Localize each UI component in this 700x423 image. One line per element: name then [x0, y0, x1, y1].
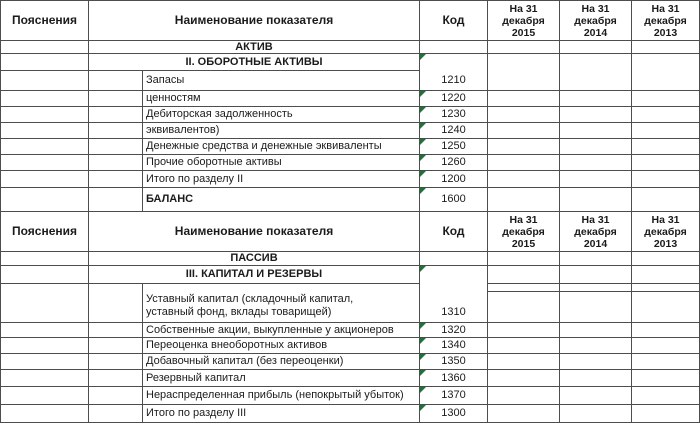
- explanations-cell[interactable]: [1, 139, 88, 154]
- explanations-cell[interactable]: [1, 155, 88, 170]
- value-cell-2013[interactable]: [632, 155, 699, 170]
- explanations-cell[interactable]: [1, 107, 88, 122]
- value-cell-2013[interactable]: [632, 338, 699, 353]
- value-cell-2014[interactable]: [560, 41, 631, 53]
- explanations-cell[interactable]: [1, 323, 88, 337]
- value-cell-2014[interactable]: [560, 155, 631, 170]
- section-title-passiv-cell[interactable]: ПАССИВ: [89, 252, 419, 265]
- indent-cell[interactable]: [89, 155, 142, 170]
- explanations-cell[interactable]: [1, 41, 88, 53]
- row-label-ekvivalentov[interactable]: эквивалентов): [143, 123, 419, 138]
- code-cell-1240[interactable]: 1240: [420, 123, 487, 138]
- explanations-cell[interactable]: [1, 405, 88, 422]
- code-cell-1340[interactable]: 1340: [420, 338, 487, 353]
- indent-cell[interactable]: [89, 354, 142, 369]
- value-cell-2014[interactable]: [560, 91, 631, 106]
- explanations-cell[interactable]: [1, 338, 88, 353]
- indent-cell[interactable]: [89, 123, 142, 138]
- value-cell-2014[interactable]: [560, 54, 631, 90]
- value-cell-2013[interactable]: [632, 41, 699, 53]
- code-cell[interactable]: [420, 252, 487, 265]
- value-cell-2013[interactable]: [632, 292, 699, 322]
- value-cell-2015[interactable]: [488, 188, 559, 211]
- row-label-neraspredelennaya[interactable]: Нераспределенная прибыль (непокрытый убыток): [143, 387, 419, 404]
- code-cell-1260[interactable]: 1260: [420, 155, 487, 170]
- section-subtitle-kapital-cell[interactable]: III. КАПИТАЛ И РЕЗЕРВЫ: [89, 266, 419, 283]
- value-cell-2014[interactable]: [560, 266, 631, 283]
- row-label-pereocenka[interactable]: Переоценка внеоборотных активов: [143, 338, 419, 353]
- value-cell-2013[interactable]: [632, 323, 699, 337]
- explanations-cell[interactable]: [1, 387, 88, 404]
- row-label-prochie[interactable]: Прочие оборотные активы: [143, 155, 419, 170]
- row-label-ustavny-text: Уставный капитал (складочный капитал, уставный фонд, вклады товарищей): [146, 293, 354, 318]
- code-cell-1350[interactable]: 1350: [420, 354, 487, 369]
- indent-cell[interactable]: [89, 284, 142, 322]
- value-cell-2013[interactable]: [632, 188, 699, 211]
- indent-cell[interactable]: [89, 71, 142, 90]
- indent-cell[interactable]: [89, 387, 142, 404]
- value-cell-2015[interactable]: [488, 405, 559, 422]
- header-explanations-cell[interactable]: Пояснения: [1, 1, 88, 40]
- value-cell-2014[interactable]: [560, 323, 631, 337]
- indent-cell[interactable]: [89, 188, 142, 211]
- header-code-cell[interactable]: Код: [420, 1, 487, 40]
- header2-date-2013-cell[interactable]: На 31 декабря 2013: [632, 212, 699, 251]
- value-cell-2014[interactable]: [560, 252, 631, 265]
- indent-cell[interactable]: [89, 139, 142, 154]
- value-cell-2014[interactable]: [560, 284, 631, 291]
- value-cell-2013[interactable]: [632, 107, 699, 122]
- value-cell-2015[interactable]: [488, 252, 559, 265]
- row-label-zapasy[interactable]: Запасы: [143, 71, 419, 90]
- explanations-cell[interactable]: [1, 71, 88, 90]
- value-cell-2013[interactable]: [632, 266, 699, 283]
- code-cell-1220[interactable]: 1220: [420, 91, 487, 106]
- header2-explanations-cell[interactable]: Пояснения: [1, 212, 88, 251]
- value-cell-2015[interactable]: [488, 107, 559, 122]
- value-cell-2013[interactable]: [632, 387, 699, 404]
- explanations-cell[interactable]: [1, 54, 88, 70]
- code-cell-1210[interactable]: 1210: [420, 54, 487, 90]
- code-cell-1250[interactable]: 1250: [420, 139, 487, 154]
- code-cell-1360[interactable]: 1360: [420, 370, 487, 386]
- value-cell-2014[interactable]: [560, 354, 631, 369]
- value-cell-2014[interactable]: [560, 139, 631, 154]
- value-cell-2015[interactable]: [488, 323, 559, 337]
- code-cell-1200[interactable]: 1200: [420, 171, 487, 187]
- header-date-2014-cell[interactable]: На 31 декабря 2014: [560, 1, 631, 40]
- value-cell-2013[interactable]: [632, 139, 699, 154]
- value-cell-2013[interactable]: [632, 284, 699, 291]
- code-cell-1600[interactable]: 1600: [420, 188, 487, 211]
- value-cell-2015[interactable]: [488, 370, 559, 386]
- section-title-aktiv-cell[interactable]: АКТИВ: [89, 41, 419, 53]
- value-cell-2014[interactable]: [560, 188, 631, 211]
- explanations-cell[interactable]: [1, 284, 88, 322]
- value-cell-2014[interactable]: [560, 405, 631, 422]
- header2-date-2015-cell[interactable]: На 31 декабря 2015: [488, 212, 559, 251]
- indent-cell[interactable]: [89, 370, 142, 386]
- value-cell-2015[interactable]: [488, 338, 559, 353]
- value-cell-2013[interactable]: [632, 91, 699, 106]
- value-cell-2015[interactable]: [488, 171, 559, 187]
- code-cell-1230[interactable]: 1230: [420, 107, 487, 122]
- indent-cell[interactable]: [89, 91, 142, 106]
- row-label-denezhnye[interactable]: Денежные средства и денежные эквиваленты: [143, 139, 419, 154]
- header-indicator-cell[interactable]: Наименование показателя: [89, 1, 419, 40]
- value-cell-2015[interactable]: [488, 123, 559, 138]
- code-cell[interactable]: [420, 41, 487, 53]
- row-label-balans[interactable]: БАЛАНС: [143, 188, 419, 211]
- indent-cell[interactable]: [89, 171, 142, 187]
- indent-cell[interactable]: [89, 338, 142, 353]
- value-cell-2013[interactable]: [632, 370, 699, 386]
- value-cell-2013[interactable]: [632, 54, 699, 90]
- header-date-2015-cell[interactable]: На 31 декабря 2015: [488, 1, 559, 40]
- value-cell-2014[interactable]: [560, 107, 631, 122]
- value-cell-2013[interactable]: [632, 354, 699, 369]
- row-label-ustavny[interactable]: [143, 284, 419, 322]
- value-cell-2015[interactable]: [488, 387, 559, 404]
- value-cell-2015[interactable]: [488, 54, 559, 90]
- code-cell-1320[interactable]: 1320: [420, 323, 487, 337]
- value-cell-2013[interactable]: [632, 405, 699, 422]
- value-cell-2014[interactable]: [560, 292, 631, 322]
- row-label-debitorskaya[interactable]: Дебиторская задолженность: [143, 107, 419, 122]
- value-cell-2015[interactable]: [488, 139, 559, 154]
- indent-cell[interactable]: [89, 323, 142, 337]
- row-label-dobavochny[interactable]: Добавочный капитал (без переоценки): [143, 354, 419, 369]
- indent-cell[interactable]: [89, 405, 142, 422]
- header2-indicator-cell[interactable]: Наименование показателя: [89, 212, 419, 251]
- value-cell-2013[interactable]: [632, 171, 699, 187]
- value-cell-2013[interactable]: [632, 252, 699, 265]
- explanations-cell[interactable]: [1, 354, 88, 369]
- explanations-cell[interactable]: [1, 91, 88, 106]
- value-cell-2014[interactable]: [560, 171, 631, 187]
- value-cell-2014[interactable]: [560, 387, 631, 404]
- section-subtitle-oborotnye-cell[interactable]: II. ОБОРОТНЫЕ АКТИВЫ: [89, 54, 419, 70]
- row-label-cennostyam[interactable]: ценностям: [143, 91, 419, 106]
- row-label-itogo-2[interactable]: Итого по разделу II: [143, 171, 419, 187]
- value-cell-2014[interactable]: [560, 338, 631, 353]
- value-cell-2015[interactable]: [488, 284, 559, 291]
- value-cell-2013[interactable]: [632, 123, 699, 138]
- explanations-cell[interactable]: [1, 266, 88, 283]
- row-label-itogo-3[interactable]: Итого по разделу III: [143, 405, 419, 422]
- value-cell-2015[interactable]: [488, 354, 559, 369]
- explanations-cell[interactable]: [1, 188, 88, 211]
- value-cell-2015[interactable]: [488, 91, 559, 106]
- header-date-2013-cell[interactable]: На 31 декабря 2013: [632, 1, 699, 40]
- value-cell-2014[interactable]: [560, 123, 631, 138]
- explanations-cell[interactable]: [1, 123, 88, 138]
- explanations-cell[interactable]: [1, 370, 88, 386]
- code-cell-1370[interactable]: 1370: [420, 387, 487, 404]
- value-cell-2015[interactable]: [488, 41, 559, 53]
- header2-code-cell[interactable]: Код: [420, 212, 487, 251]
- code-cell-1300[interactable]: 1300: [420, 405, 487, 422]
- value-cell-2015[interactable]: [488, 155, 559, 170]
- code-cell-1310[interactable]: 1310: [420, 266, 487, 322]
- row-label-rezervny[interactable]: Резервный капитал: [143, 370, 419, 386]
- row-label-sobstvennye[interactable]: Собственные акции, выкупленные у акционеров: [143, 323, 419, 337]
- value-cell-2014[interactable]: [560, 370, 631, 386]
- header2-date-2014-cell[interactable]: На 31 декабря 2014: [560, 212, 631, 251]
- indent-cell[interactable]: [89, 107, 142, 122]
- explanations-cell[interactable]: [1, 252, 88, 265]
- value-cell-2015[interactable]: [488, 266, 559, 283]
- explanations-cell[interactable]: [1, 171, 88, 187]
- value-cell-2015[interactable]: [488, 292, 559, 322]
